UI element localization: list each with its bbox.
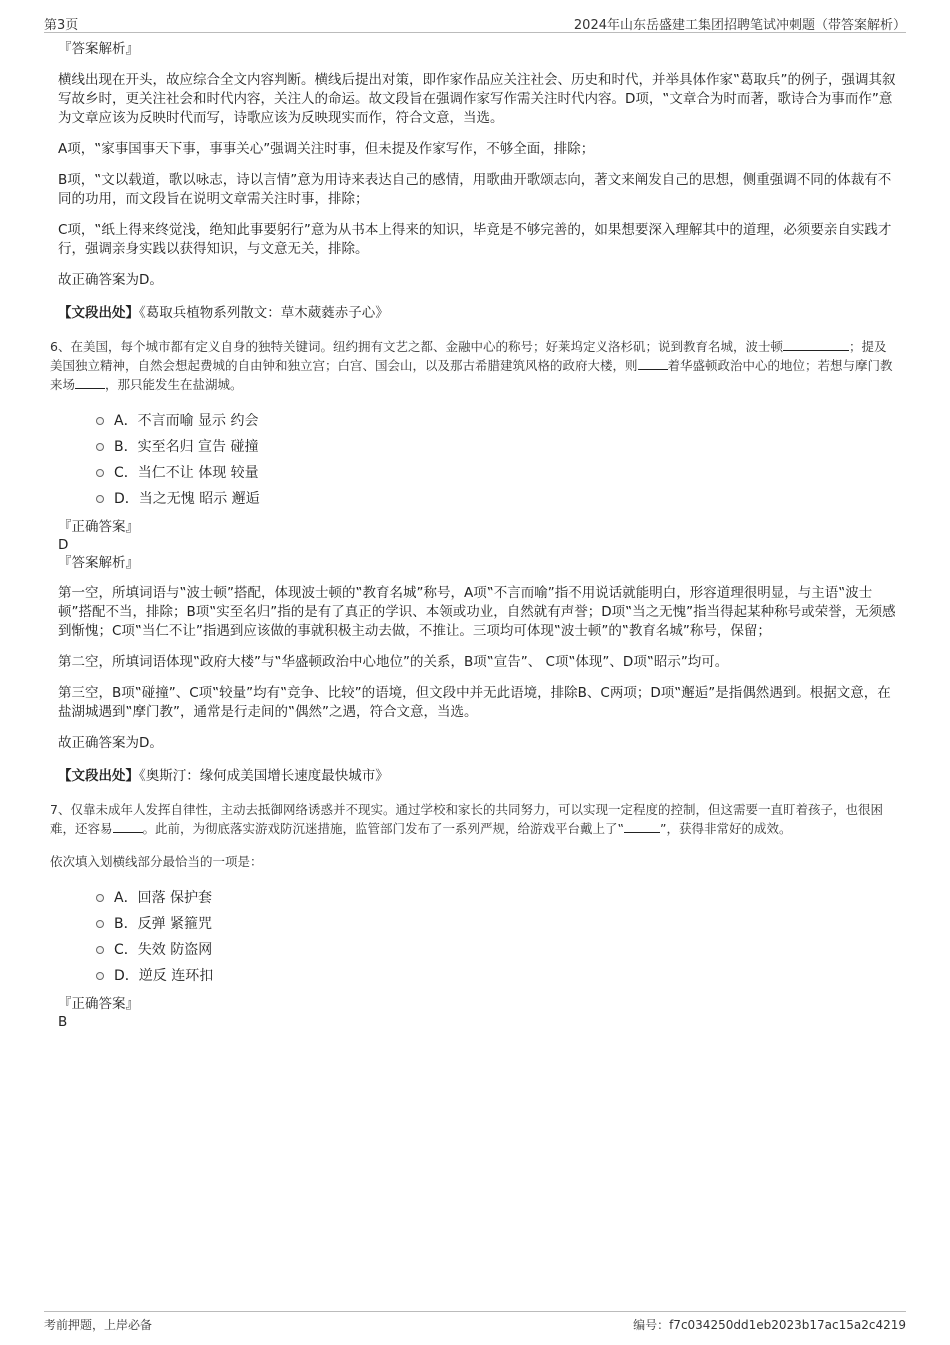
source-label: 【文段出处】 (58, 768, 139, 784)
fill-blank (624, 820, 660, 833)
question-7-stem: 7、仅靠未成年人发挥自律性，主动去抵御网络诱惑并不现实。通过学校和家长的共同努力，可以实现一定程度的控制，但这需要一直盯着孩子，也很困难，还容易 。此前，为彻底落实游戏防沉迷措施，监管部门发布了一系列严规，给游戏平台戴上了‟ ”，获得非常好的成效。 (50, 802, 883, 836)
source-line (58, 767, 898, 786)
source-title: 《葛取兵植物系列散文：草木葳蕤赤子心》 (139, 305, 389, 321)
analysis-paragraph: A项，‟家事国事天下事，事事关心”强调关注时事，但未提及作家写作，不够全面，排除； (58, 141, 595, 157)
question-7-options (96, 885, 898, 989)
source-title: 《奥斯汀：缘何成美国增长速度最快城市》 (139, 768, 389, 784)
option-d[interactable]: D．逆反 连环扣 (96, 963, 898, 989)
option-a[interactable]: A．不言而喻 显示 约会 (96, 408, 898, 434)
analysis-paragraph: B项，‟文以载道，歌以咏志，诗以言情”意为用诗来表达自己的感情，用歌曲开歌颂志向，著文来阐发自己的思想，侧重强调不同的体裁有不同的功用，而文段旨在说明文章需关注时事，排除； (58, 172, 892, 207)
page-header (44, 12, 906, 33)
page-content (50, 40, 898, 1031)
analysis-label: 『答案解析』 (58, 41, 139, 57)
option-b[interactable]: B．反弹 紧箍咒 (96, 911, 898, 937)
radio-icon[interactable] (96, 443, 104, 451)
question-6-options (96, 408, 898, 512)
correct-answer-value: D (58, 537, 69, 553)
document-title: 2024年山东岳盛建工集团招聘笔试冲刺题（带答案解析） (573, 18, 906, 33)
option-b[interactable]: B．实至名归 宣告 碰撞 (96, 434, 898, 460)
radio-icon[interactable] (96, 946, 104, 954)
footer-slogan: 考前押题，上岸必备 (44, 1318, 153, 1332)
analysis-label: 『答案解析』 (58, 555, 139, 571)
conclusion-paragraph: 故正确答案为D。 (58, 735, 163, 751)
radio-icon[interactable] (96, 469, 104, 477)
option-a[interactable]: A．回落 保护套 (96, 885, 898, 911)
fill-blank (113, 820, 143, 833)
radio-icon[interactable] (96, 417, 104, 425)
analysis-paragraph: 横线出现在开头，故应综合全文内容判断。横线后提出对策，即作家作品应关注社会、历史和时代，并举具体作家‟葛取兵”的例子，强调其叙写故乡时，更关注社会和时代内容，关注人的命运。故文段旨在强调作家写作需关注时代内容。D项，‟文章合为时而著，歌诗合为事而作”意为文章应该为反映时代而写，诗歌应该为反映现实而作，符合文意，当选。 (58, 72, 896, 126)
radio-icon[interactable] (96, 920, 104, 928)
correct-answer-label: 『正确答案』 (58, 519, 139, 535)
question-7-answer (58, 995, 898, 1031)
option-c[interactable]: C．失效 防盗网 (96, 937, 898, 963)
page-footer (44, 1311, 906, 1336)
correct-answer-label: 『正确答案』 (58, 996, 139, 1012)
radio-icon[interactable] (96, 972, 104, 980)
option-c[interactable]: C．当仁不让 体现 较量 (96, 460, 898, 486)
radio-icon[interactable] (96, 894, 104, 902)
radio-icon[interactable] (96, 495, 104, 503)
question-6-answer (58, 518, 898, 572)
source-line (58, 304, 898, 323)
page-number: 第3页 (44, 18, 79, 33)
fill-blank (783, 338, 849, 351)
analysis-paragraph: 第三空，B项‟碰撞”、C项‟较量”均有‟竞争、比较”的语境，但文段中并无此语境，排除B、C两项；D项‟邂逅”是指偶然遇到。根据文意，在盐湖城遇到‟摩门教”，通常是行走间的‟偶然”之遇，符合文意，当选。 (58, 685, 891, 720)
source-label: 【文段出处】 (58, 305, 139, 321)
question-6-stem: 6、在美国，每个城市都有定义自身的独特关键词。纽约拥有文艺之都、金融中心的称号；好莱坞定义洛杉矶；说到教育名城，波士顿 ；提及美国独立精神，自然会想起费城的自由钟和独立宫；白宫、国会山，以及那古希腊建筑风格的政府大楼，则 着华盛顿政治中心的地位；若想与摩门教来场 ，那只能发生在盐湖城。 (50, 339, 893, 392)
analysis-paragraph: 第一空，所填词语与‟波士顿”搭配，体现波士顿的‟教育名城”称号，A项‟不言而喻”指不用说话就能明白，形容道理很明显，与主语‟波士顿”搭配不当，排除；B项‟实至名归”指的是有了真正的学识、本领或功业，自然就有声誉；D项‟当之无愧”指当得起某种称号或荣誉，无须感到惭愧；C项‟当仁不让”指遇到应该做的事就积极主动去做，不推让。三项均可体现‟波士顿”的‟教育名城”称号，保留； (58, 585, 896, 639)
document-id: 编号：f7c034250dd1eb2023b17ac15a2c4219 (633, 1318, 906, 1332)
conclusion-paragraph: 故正确答案为D。 (58, 272, 163, 288)
analysis-paragraph: C项，‟纸上得来终觉浅，绝知此事要躬行”意为从书本上得来的知识，毕竟是不够完善的，如果想要深入理解其中的道理，必须要亲自实践才行，强调亲身实践以获得知识，与文意无关，排除。 (58, 222, 892, 257)
fill-blank (75, 376, 105, 389)
correct-answer-value: B (58, 1014, 68, 1030)
option-d[interactable]: D．当之无愧 昭示 邂逅 (96, 486, 898, 512)
analysis-paragraph: 第二空，所填词语体现‟政府大楼”与‟华盛顿政治中心地位”的关系，B项‟宣告”、 C项‟体现”、D项‟昭示”均可。 (58, 654, 729, 670)
question-7-prompt: 依次填入划横线部分最恰当的一项是： (50, 854, 263, 869)
fill-blank (638, 357, 668, 370)
